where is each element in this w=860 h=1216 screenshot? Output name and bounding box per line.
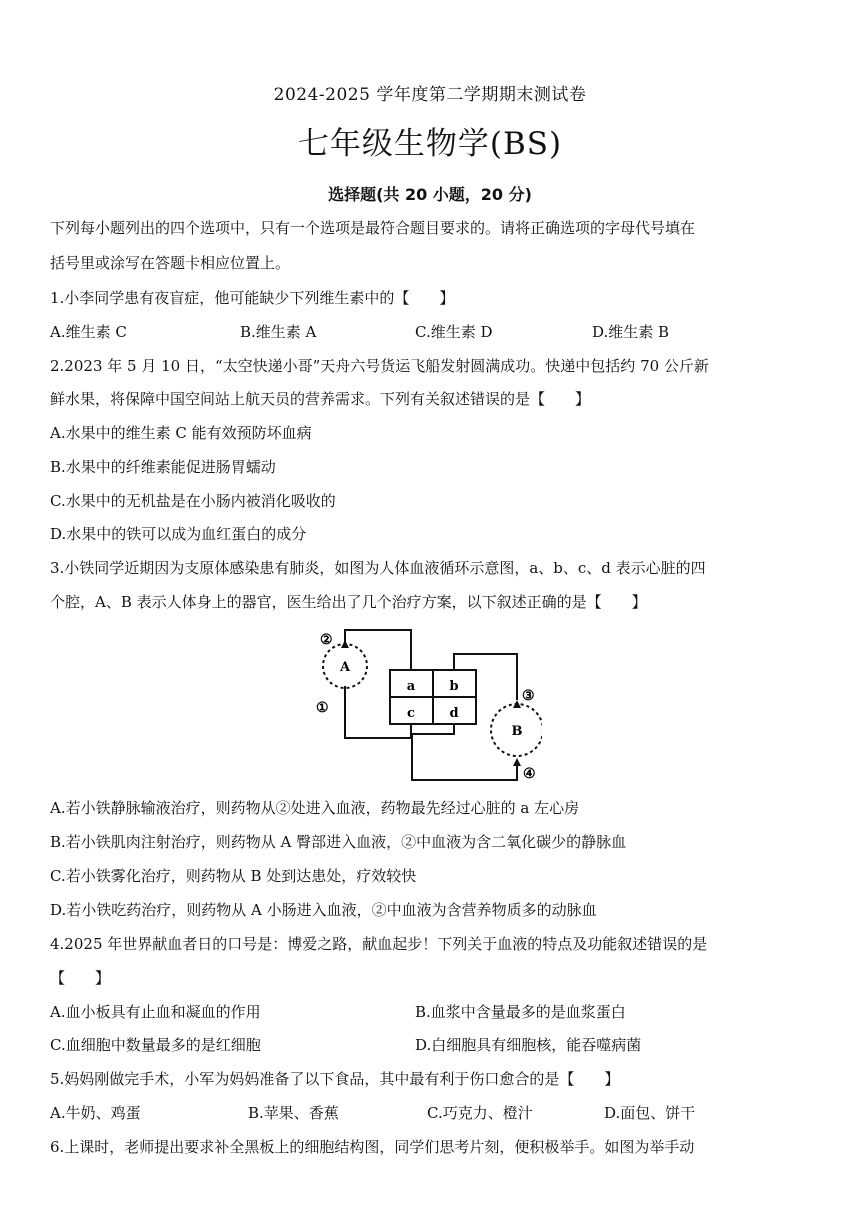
q5-option-c: C.巧克力、橙汁 [427,1104,533,1122]
arrow-up-A [341,640,349,648]
q4-stem-line-2: 【 】 [50,969,111,987]
q5-option-d: D.面包、饼干 [604,1104,696,1122]
q5-option-b: B.苹果、香蕉 [248,1104,339,1122]
section-heading: 选择题(共 20 小题，20 分) [328,185,532,204]
q1-option-d: D.维生素 B [592,323,670,341]
q2-stem-line-2: 鲜水果，将保障中国空间站上航天员的营养需求。下列有关叙述错误的是【 】 [50,390,591,408]
q4-option-c: C.血细胞中数量最多的是红细胞 [50,1036,261,1054]
chamber-a: a [406,679,416,694]
q3-option-d: D.若小铁吃药治疗，则药物从 A 小肠进入血液，②中血液为含营养物质多的动脉血 [50,901,597,919]
q2-option-b: B.水果中的纤维素能促进肠胃蠕动 [50,458,276,476]
arrows [341,640,521,766]
instructions-line-1: 下列每小题列出的四个选项中，只有一个选项是最符合题目要求的。请将正确选项的字母代号填在 [50,219,696,237]
blood-circulation-diagram [312,626,542,786]
q1-option-b: B.维生素 A [240,323,317,341]
q3-option-b: B.若小铁肌肉注射治疗，则药物从 A 臀部进入血液，②中血液为含二氧化碳少的静脉血 [50,833,627,851]
q5-stem: 5.妈妈刚做完手术，小军为妈妈准备了以下食品，其中最有利于伤口愈合的是【 】 [50,1070,620,1088]
point-4: ④ [523,766,536,782]
q4-option-b: B.血浆中含量最多的是血浆蛋白 [415,1003,626,1021]
arrow-up-B-top [513,700,521,708]
q3-option-c: C.若小铁雾化治疗，则药物从 B 处到达患处，疗效较快 [50,867,417,885]
vessel-A-to-c [345,686,411,738]
q2-option-c: C.水果中的无机盐是在小肠内被消化吸收的 [50,492,336,510]
exam-title: 七年级生物学(BS) [297,126,563,162]
q4-stem-line-1: 4.2025 年世界献血者日的口号是：博爱之路，献血起步！下列关于血液的特点及功能叙述错误的是 [50,935,708,953]
q4-option-d: D.白细胞具有细胞核，能吞噬病菌 [415,1036,642,1054]
chamber-c: c [407,706,415,721]
chamber-b: b [449,679,459,694]
vessels [345,630,517,780]
q3-option-a: A.若小铁静脉输液治疗，则药物从②处进入血液，药物最先经过心脏的 a 左心房 [50,799,580,817]
point-1: ① [316,700,329,716]
q3-stem-line-1: 3.小铁同学近期因为支原体感染患有肺炎，如图为人体血液循环示意图，a、b、c、d 表示心脏的四 [50,559,706,577]
point-2: ② [320,632,333,648]
q6-stem-line-1: 6.上课时，老师提出要求补全黑板上的细胞结构图，同学们思考片刻，便积极举手。如图为举手动 [50,1138,695,1156]
organ-A-label: A [339,660,351,675]
vessel-a-to-A [345,630,411,670]
q2-option-d: D.水果中的铁可以成为血红蛋白的成分 [50,525,307,543]
vessel-b-to-B [454,654,517,700]
chamber-d: d [449,706,459,721]
arrow-up-B-bottom [513,758,521,766]
q3-stem-line-2: 个腔，A、B 表示人体身上的器官，医生给出了几个治疗方案，以下叙述正确的是【 】 [50,593,647,611]
q5-option-a: A.牛奶、鸡蛋 [50,1104,141,1122]
vessel-d-to-B [412,724,517,780]
q1-option-c: C.维生素 D [415,323,493,341]
exam-year-line: 2024-2025 学年度第二学期期末测试卷 [273,85,587,105]
instructions-line-2: 括号里或涂写在答题卡相应位置上。 [50,254,291,272]
heart [390,670,476,724]
organ-B-label: B [511,724,523,739]
q2-stem-line-1: 2.2023 年 5 月 10 日，“太空快递小哥”天舟六号货运飞船发射圆满成功。快递中包括约 70 公斤新 [50,357,709,375]
point-3: ③ [522,688,535,704]
q4-option-a: A.血小板具有止血和凝血的作用 [50,1003,261,1021]
q2-option-a: A.水果中的维生素 C 能有效预防坏血病 [50,424,312,442]
q1-option-a: A.维生素 C [50,323,127,341]
q1-stem: 1.小李同学患有夜盲症，他可能缺少下列维生素中的【 】 [50,289,455,307]
